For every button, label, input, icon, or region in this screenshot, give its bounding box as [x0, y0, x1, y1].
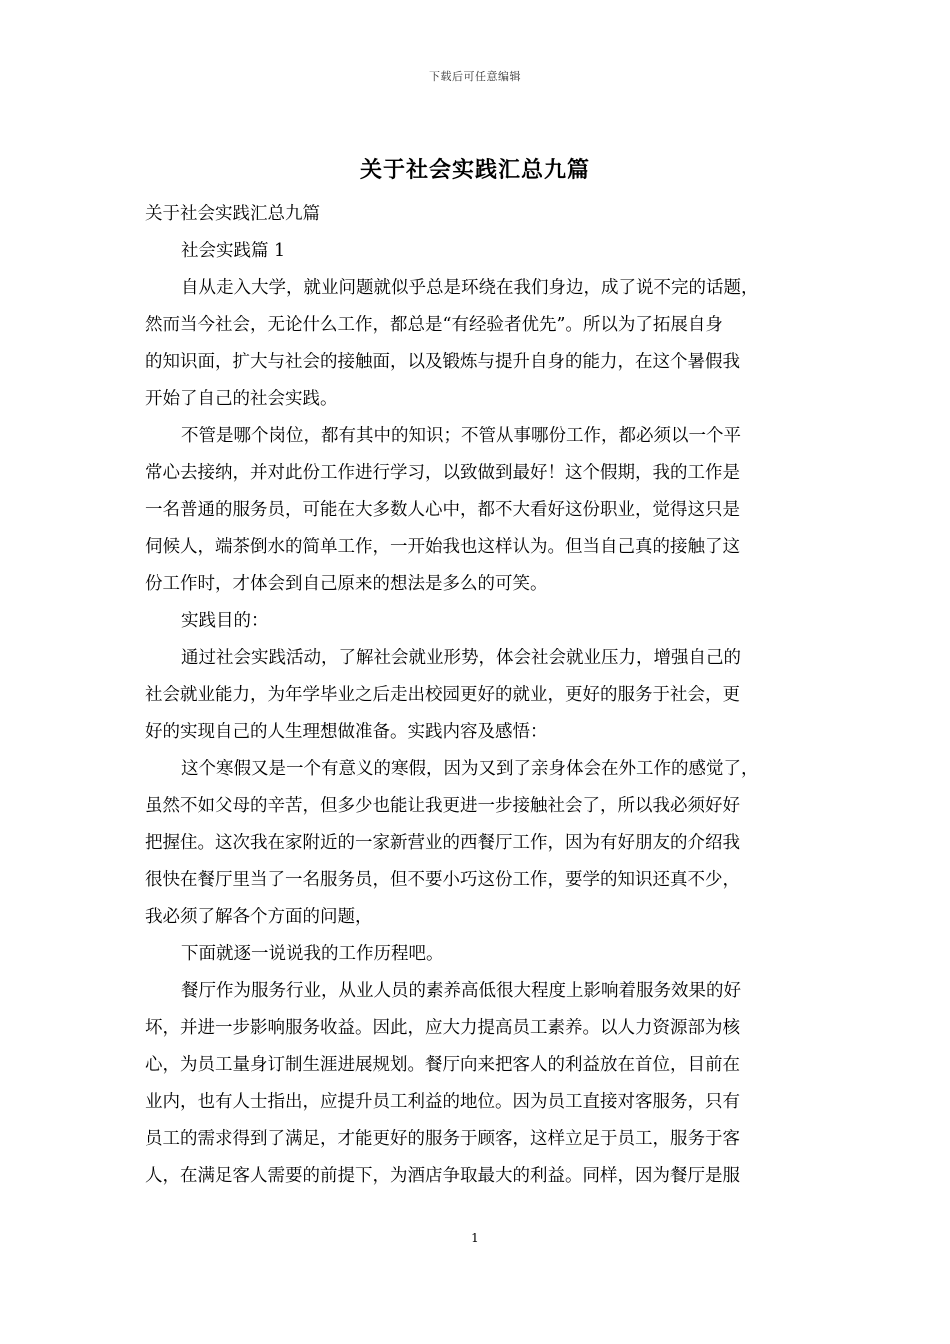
- document-body: [145, 196, 813, 1195]
- paragraph: 下面就逐一说说我的工作历程吧。: [181, 944, 444, 964]
- page-number: 1: [471, 1231, 479, 1245]
- section-heading: 社会实践篇 1: [181, 241, 286, 261]
- header-note: 下载后可任意编辑: [429, 70, 521, 83]
- paragraph: 通过社会实践活动，了解社会就业形势，体会社会就业压力，增强自己的 社会就业能力，为年学毕业之后走出校园更好的就业，更好的服务于社会，更 好的实现自己的人生理想做准备。实践内容及感悟：: [145, 648, 741, 742]
- paragraph: 不管是哪个岗位，都有其中的知识；不管从事哪份工作，都必须以一个平 常心去接纳，并对此份工作进行学习，以致做到最好！这个假期，我的工作是 一名普通的服务员，可能在大多数人心中，都不大看好这份职业，觉得这只是 伺候人，端茶倒水的简单工作，一开始我也这样认为。但当自己真的接触了这 份工作时，才体会到自己原来的想法是多么的可笑。: [145, 426, 741, 594]
- subtitle-line: 关于社会实践汇总九篇: [145, 204, 320, 224]
- paragraph: 自从走入大学，就业问题就似乎总是环绕在我们身边，成了说不完的话题， 然而当今社会，无论什么工作，都总是“有经验者优先”。所以为了拓展自身 的知识面，扩大与社会的接触面，以及锻炼与提升自身的能力，在这个暑假我 开始了自己的社会实践。: [145, 278, 759, 409]
- paragraph: 餐厅作为服务行业，从业人员的素养高低很大程度上影响着服务效果的好 坏，并进一步影响服务收益。因此，应大力提高员工素养。以人力资源部为核 心，为员工量身订制生涯进展规划。餐厅向来把客人的利益放在首位，目前在 业内，也有人士指出，应提升员工利益的地位。因为员工直接对客服务，只有 员工的需求得到了满足，才能更好的服务于顾客，这样立足于员工，服务于客 人，在满足客人需要的前提下，为酒店争取最大的利益。同样，因为餐厅是服: [145, 981, 741, 1186]
- paragraph: 这个寒假又是一个有意义的寒假，因为又到了亲身体会在外工作的感觉了， 虽然不如父母的辛苦，但多少也能让我更进一步接触社会了，所以我必须好好 把握住。这次我在家附近的一家新营业的西餐厅工作，因为有好朋友的介绍我 很快在餐厅里当了一名服务员，但不要小巧这份工作，要学的知识还真不少， 我必须了解各个方面的问题，: [145, 759, 759, 927]
- document-title: 关于社会实践汇总九篇: [359, 157, 590, 183]
- paragraph: 实践目的：: [181, 611, 269, 631]
